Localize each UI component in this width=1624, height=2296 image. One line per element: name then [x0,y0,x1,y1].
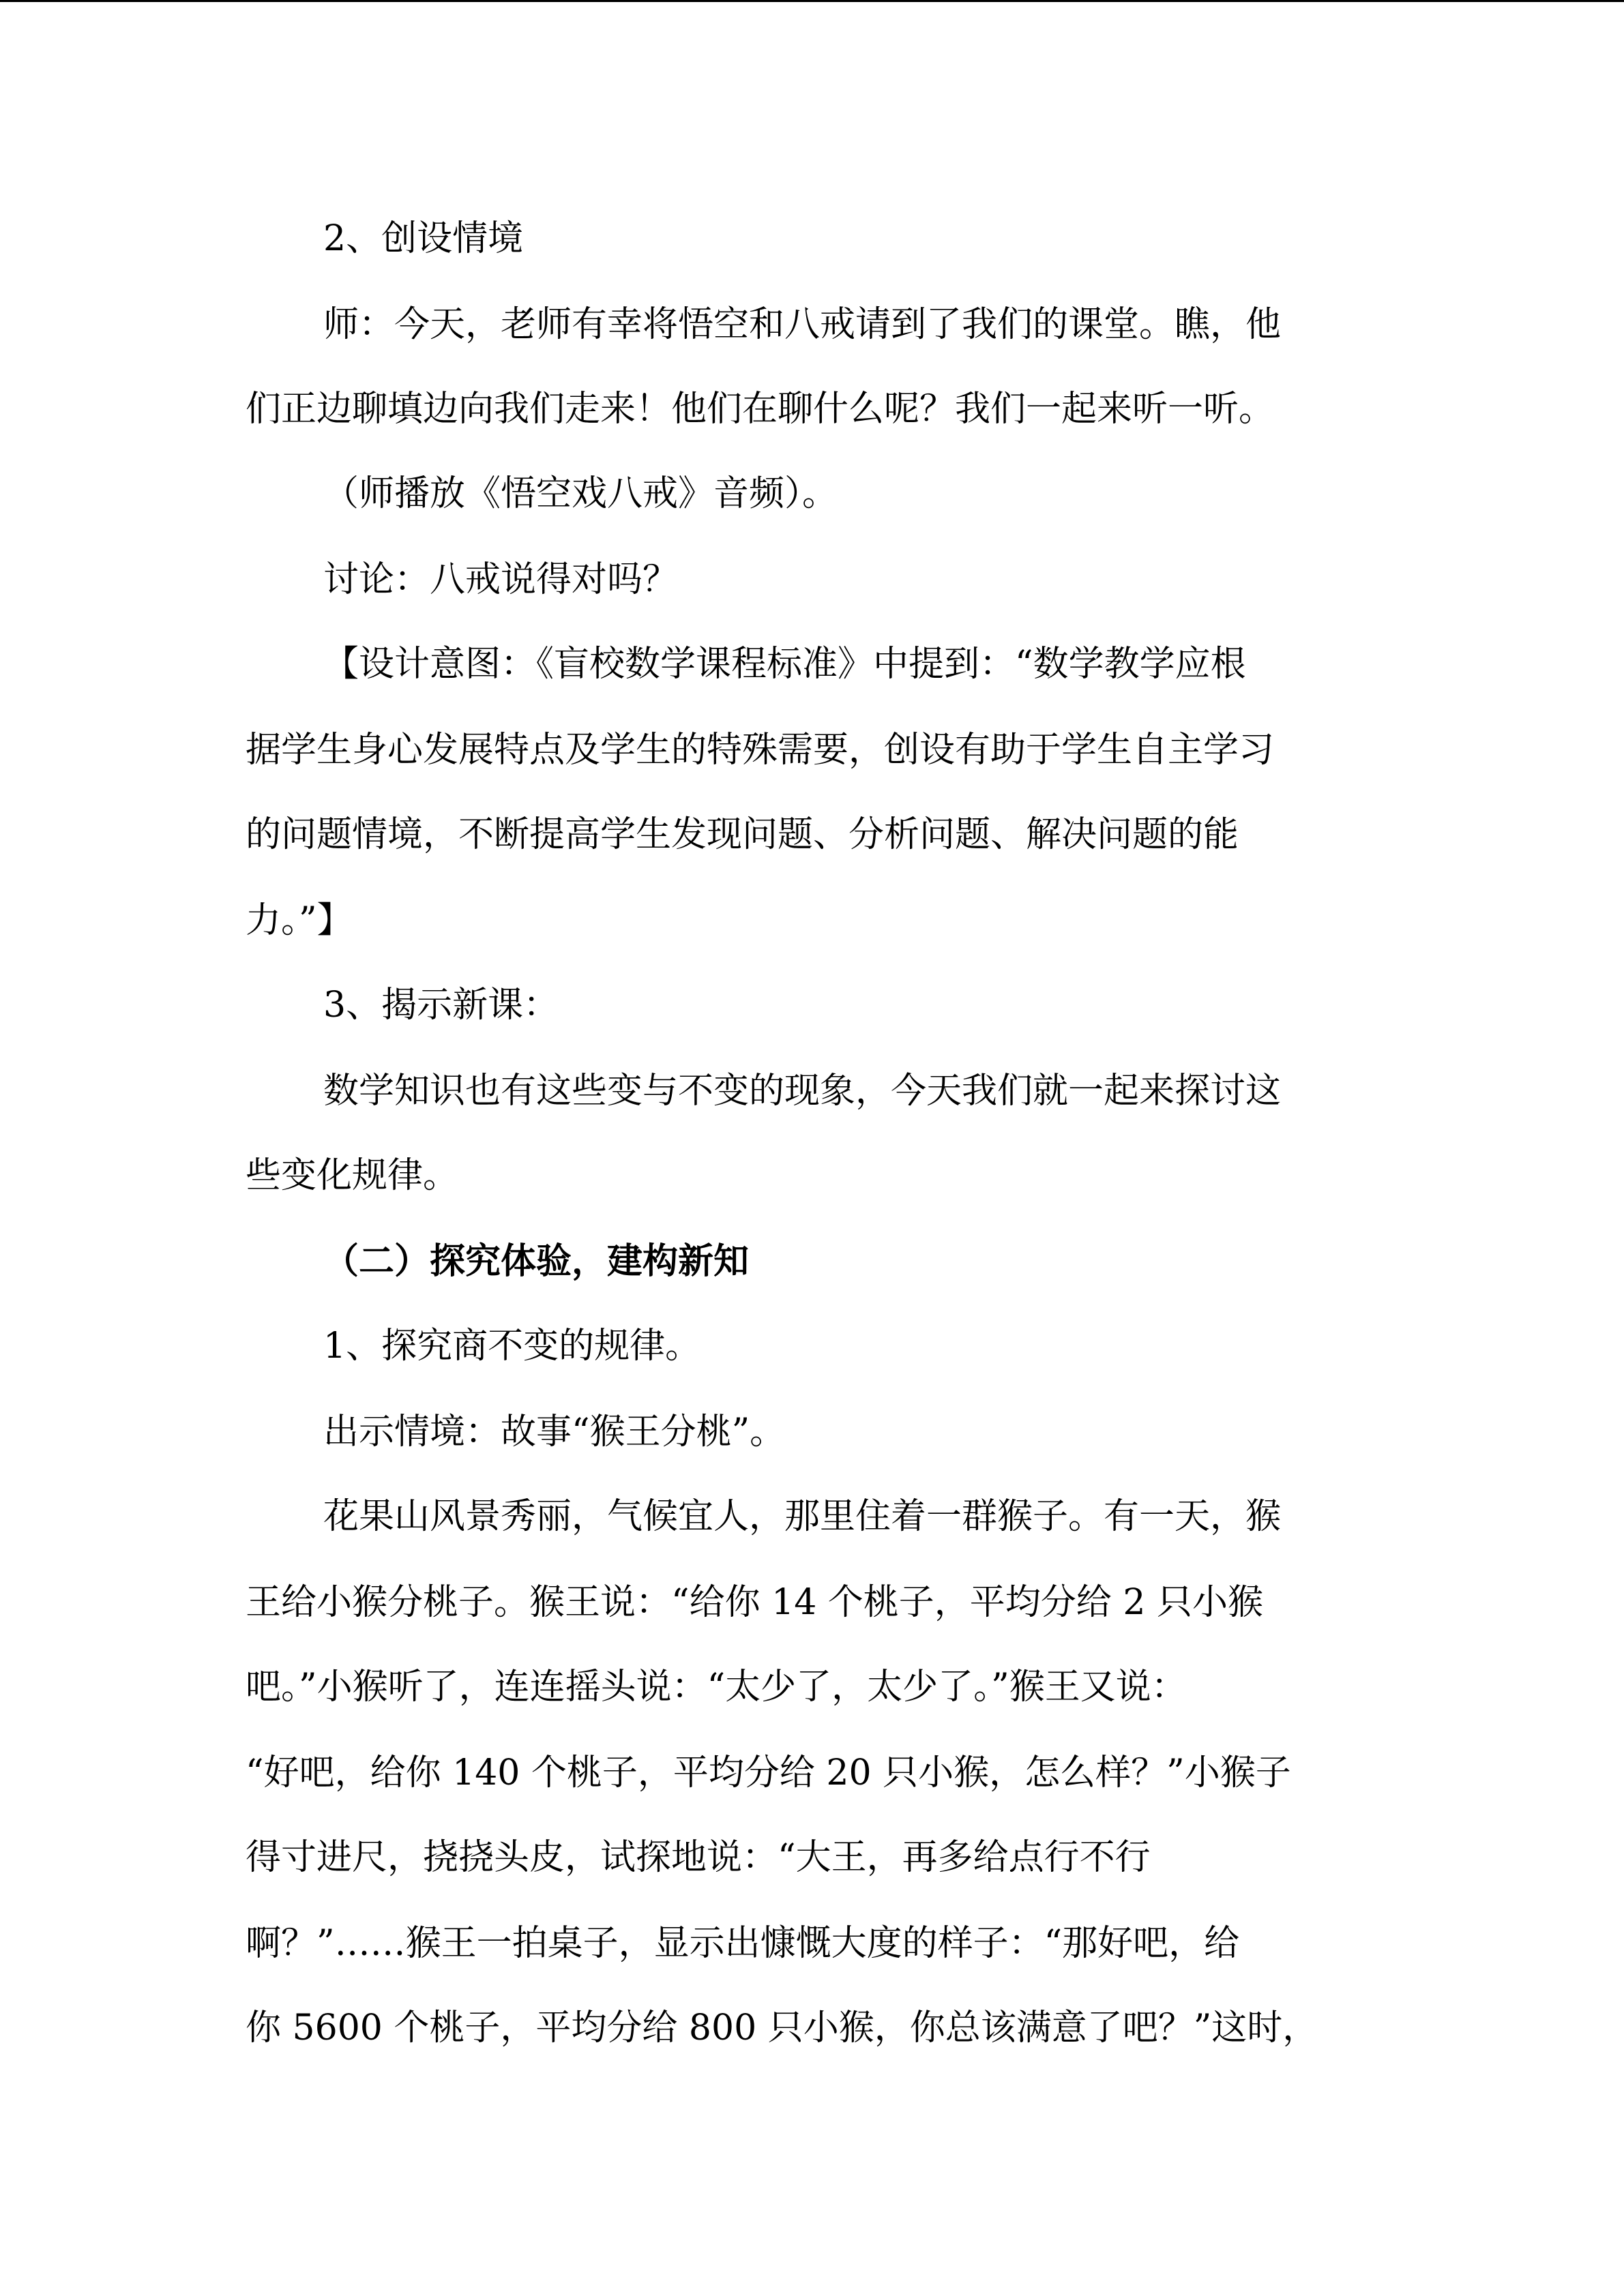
paragraph-line: 数学知识也有这些变与不变的现象，今天我们就一起来探讨这 [323,1071,1282,1112]
design-intent-line: 据学生身心发展特点及学生的特殊需要，创设有助于学生自主学习 [246,730,1275,771]
section-heading-explore: （二）探究体验，建构新知 [323,1240,750,1282]
design-intent-line: 【设计意图：《盲校数学课程标准》中提到：“数学教学应根 [323,644,1246,685]
section-heading-quotient-rule: 1、探究商不变的规律。 [323,1326,701,1367]
story-line: 啊？”……猴王一拍桌子，显示出慷慨大度的样子：“那好吧，给 [246,1923,1240,1964]
paragraph-line: 些变化规律。 [246,1155,459,1196]
story-line: 你 5600 个桃子，平均分给 800 只小猴，你总该满意了吧？”这时， [246,2008,1318,2048]
paragraph-line: 讨论：八戒说得对吗？ [323,559,679,600]
paragraph-line: （师播放《悟空戏八戒》音频）。 [323,473,838,514]
paragraph-line: 出示情境：故事“猴王分桃”。 [323,1412,786,1452]
story-line: 得寸进尺，挠挠头皮，试探地说：“大王，再多给点行不行 [246,1837,1151,1878]
story-line: 吧。”小猴听了，连连摇头说：“太少了，太少了。”猴王又说： [246,1667,1187,1708]
design-intent-line: 的问题情境，不断提高学生发现问题、分析问题、解决问题的能 [246,814,1239,855]
story-line: 花果山风景秀丽，气候宜人，那里住着一群猴子。有一天，猴 [323,1496,1282,1537]
paragraph-line: 们正边聊填边向我们走来！他们在聊什么呢？我们一起来听一听。 [246,389,1275,430]
design-intent-line: 力。”】 [246,900,353,941]
section-heading-reveal-lesson: 3、揭示新课： [323,985,559,1026]
story-line: 王给小猴分桃子。猴王说：“给你 14 个桃子，平均分给 2 只小猴 [246,1582,1263,1623]
story-line: “好吧，给你 140 个桃子，平均分给 20 只小猴，怎么样？”小猴子 [246,1753,1291,1793]
section-heading-create-situation: 2、创设情境 [323,218,524,259]
paragraph-line: 师：今天，老师有幸将悟空和八戒请到了我们的课堂。瞧，他 [323,304,1282,345]
top-border [0,0,1624,2]
